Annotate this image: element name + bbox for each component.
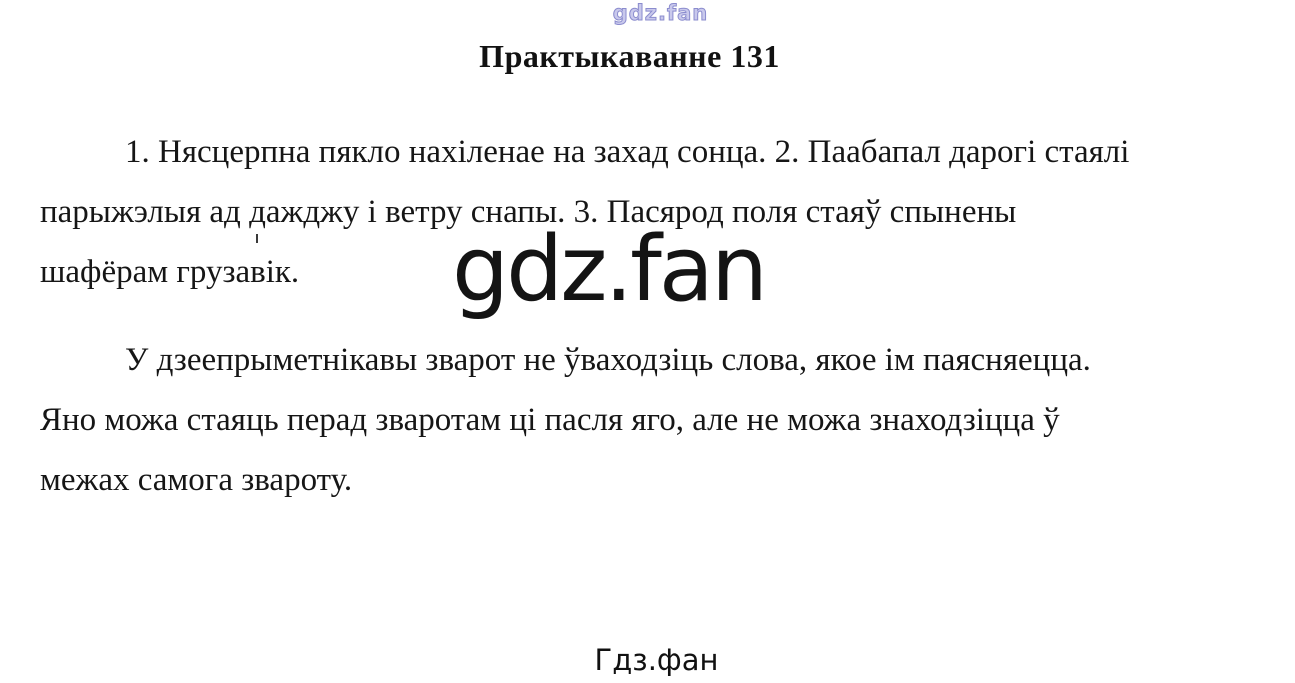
center-watermark-text: gdz.fan (452, 217, 765, 322)
text-line: 1. Нясцерпна пякло нахіленае на захад сонца. 2. Паабапал дарогі стаялі (125, 134, 1130, 170)
text-line: шафёрам грузавік. (40, 254, 300, 290)
scan-artifact-mark (256, 234, 258, 243)
text-line: У дзеепрыметнікавы зварот не ўваходзіць слова, якое ім паясняецца. (125, 342, 1091, 378)
text-line: Яно можа стаяць перад зваротам ці пасля яго, але не можа знаходзіцца ў (40, 402, 1060, 438)
footer-site-name: Гдз.фан (594, 643, 719, 677)
text-line: межах самога звароту. (40, 462, 353, 498)
text-line: парыжэлыя ад дажджу і ветру снапы. 3. Пасярод поля стаяў спынены (40, 194, 1017, 230)
top-watermark-text: gdz.fan (612, 1, 709, 25)
exercise-title: Практыкаванне 131 (479, 38, 780, 74)
rule-explanation-paragraph (40, 330, 1285, 510)
